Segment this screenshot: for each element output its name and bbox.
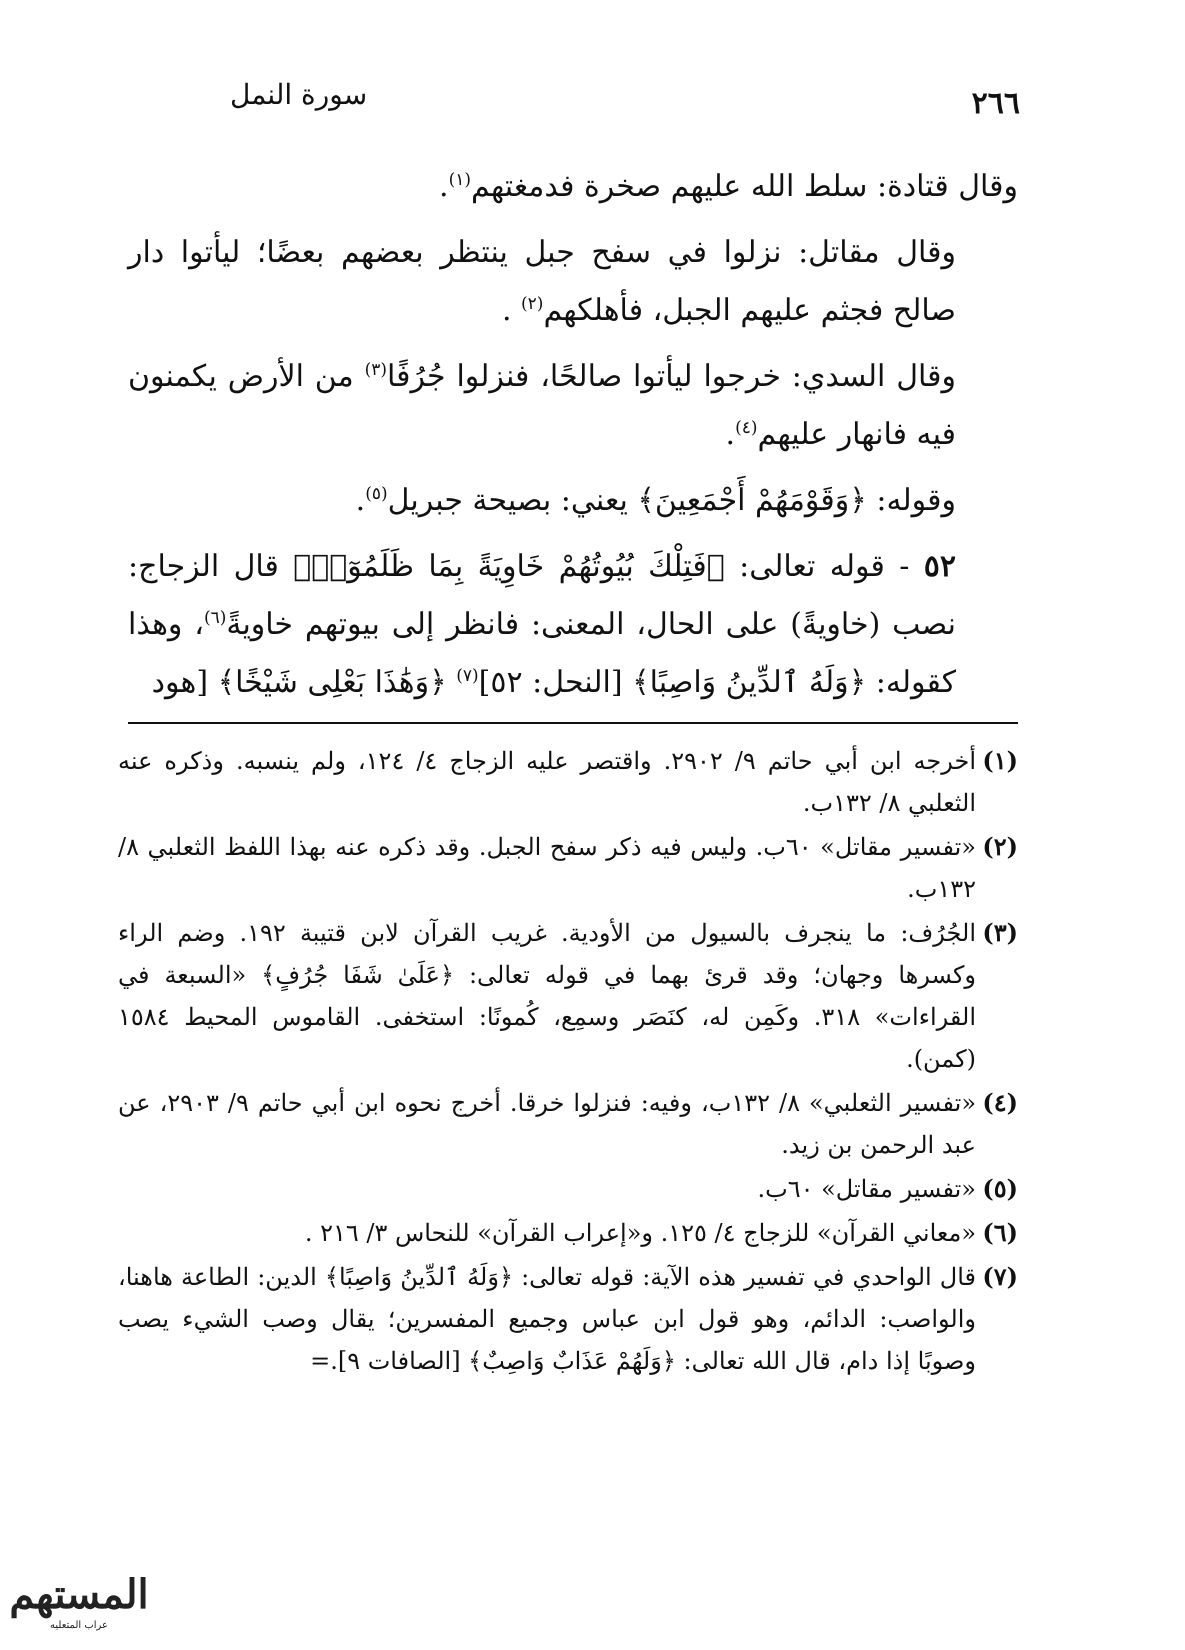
footnote [118, 1256, 1018, 1382]
footnote-number: (٤) [982, 1088, 1018, 1117]
footnote-ref-4: (٤) [735, 418, 758, 438]
running-title: سورة النمل [230, 78, 368, 111]
paragraph-qawluhu: وقوله: ﴿وَقَوْمَهُمْ أَجْمَعِينَ﴾ يعني: بصيحة جبريل$^{(٥)}$. [355, 483, 956, 518]
footnote-text: «تفسير مقاتل» ٦٠ب. وليس فيه ذكر سفح الجبل. وقد ذكره عنه بهذا اللفظ الثعلبي ٨/ ١٣٢ب. [118, 833, 976, 903]
paragraph-qatada: وقال قتادة: سلط الله عليهم صخرة فدمغتهم$^{(١)}$. [439, 169, 1018, 204]
footnote [118, 912, 1018, 1080]
footnote-ref-5: (٥) [365, 484, 388, 504]
footnote-number: (١) [982, 746, 1018, 775]
footnote-ref-7: (٧) [456, 666, 479, 686]
footnote [118, 740, 1018, 824]
footnote-number: (٢) [982, 832, 1018, 861]
quran-verse: ﴿وَقَوْمَهُمْ أَجْمَعِينَ﴾ [637, 483, 867, 518]
footnote-text: الجُرُف: ما ينجرف بالسيول من الأودية. غريب القرآن لابن قتيبة ١٩٢. وضم الراء وكسرها وجهان؛ وقد قرئ بهما في قوله تعالى: ﴿عَلَىٰ شَفَا جُرُفٍ﴾ «السبعة في القراءات» ٣١٨. وكَمِن له، كنَصَر وسمِع، كُمونًا: استخفى. القاموس المحيط ١٥٨٤ (كمن). [118, 919, 977, 1073]
footnote-number: (٥) [982, 1174, 1018, 1203]
footnote-text: «معاني القرآن» للزجاج ٤/ ١٢٥. و«إعراب القرآن» للنحاس ٣/ ٢١٦ . [304, 1219, 976, 1247]
footnote [118, 1212, 1018, 1254]
footnote-ref-1: (١) [448, 170, 471, 190]
footnote-separator [128, 722, 1018, 724]
watermark-logo [4, 1570, 154, 1640]
footnote-text: «تفسير مقاتل» ٦٠ب. [757, 1175, 976, 1203]
footnote-ref-3: (٣) [364, 360, 387, 380]
footnote-text: أخرجه ابن أبي حاتم ٩/ ٢٩٠٢. واقتصر عليه الزجاج ٤/ ١٢٤، ولم ينسبه. وذكره عنه الثعلبي ٨/ ١٣٢ب. [118, 747, 976, 817]
quran-verse: ﴿وَلَهُ ٱلدِّينُ وَاصِبًا﴾ [632, 665, 867, 700]
logo-sub: عراب المتعليه [50, 1620, 108, 1631]
main-text [128, 158, 1018, 720]
footnote [118, 1082, 1018, 1166]
page-number: ٢٦٦ [971, 86, 1020, 121]
quran-verse: ﴿فَتِلْكَ بُيُوتُهُمْ خَاوِيَةً بِمَا ظَلَمُوٓا۟﴾ [293, 549, 725, 584]
quran-verse: ﴿وَهَٰذَا بَعْلِى شَيْخًا﴾ [217, 665, 447, 700]
footnote [118, 1168, 1018, 1210]
footnote-number: (٣) [982, 918, 1018, 947]
page-header [150, 68, 1030, 128]
paragraph-suddi: وقال السدي: خرجوا ليأتوا صالحًا، فنزلوا جُرُفًا$^{(٣)}$ من الأرض يكمنون فيه فانهار عليهم$^{(٤)}$. [128, 359, 957, 452]
footnote-number: (٧) [982, 1262, 1018, 1291]
footnote-text: «تفسير الثعلبي» ٨/ ١٣٢ب، وفيه: فنزلوا خرقا. أخرج نحوه ابن أبي حاتم ٩/ ٢٩٠٣، عن عبد الرحمن بن زيد. [118, 1089, 976, 1159]
footnote-ref-2: (٢) [521, 294, 544, 314]
footnote-text: قال الواحدي في تفسير هذه الآية: قوله تعالى: ﴿وَلَهُ ٱلدِّينُ وَاصِبًا﴾ الدين: الطاعة هاهنا، والواصب: الدائم، وهو قول ابن عباس وجميع المفسرين؛ يقال وصب الشيء يصب وصوبًا إذا دام، قال الله تعالى: ﴿وَلَهُمْ عَذَابٌ وَاصِبٌ﴾ [الصافات ٩].= [118, 1263, 977, 1375]
footnote-ref-6: (٦) [203, 608, 227, 628]
logo-main: المستهم [9, 1571, 149, 1618]
paragraph-verse-52: ٥٢ - قوله تعالى: ﴿فَتِلْكَ بُيُوتُهُمْ خَاوِيَةً بِمَا ظَلَمُوٓا۟﴾ قال الزجاج: نصب (خاويةً) على الحال، المعنى: فانظر إلى بيوتهم خاويةً$^{(٦)}$، وهذا كقوله: ﴿وَلَهُ ٱلدِّينُ وَاصِبًا﴾ [النحل: ٥٢]$^{(٧)}$ ﴿وَهَٰذَا بَعْلِى شَيْخًا﴾ [هود [128, 549, 956, 700]
footnote-number: (٦) [982, 1218, 1018, 1247]
paragraph-muqatil: وقال مقاتل: نزلوا في سفح جبل ينتظر بعضهم بعضًا؛ ليأتوا دار صالح فجثم عليهم الجبل، فأهلكهم$^{(٢)}$ . [128, 235, 956, 328]
footnote [118, 826, 1018, 910]
footnotes [118, 740, 1018, 1384]
verse-number: ٥٢ [923, 549, 956, 584]
